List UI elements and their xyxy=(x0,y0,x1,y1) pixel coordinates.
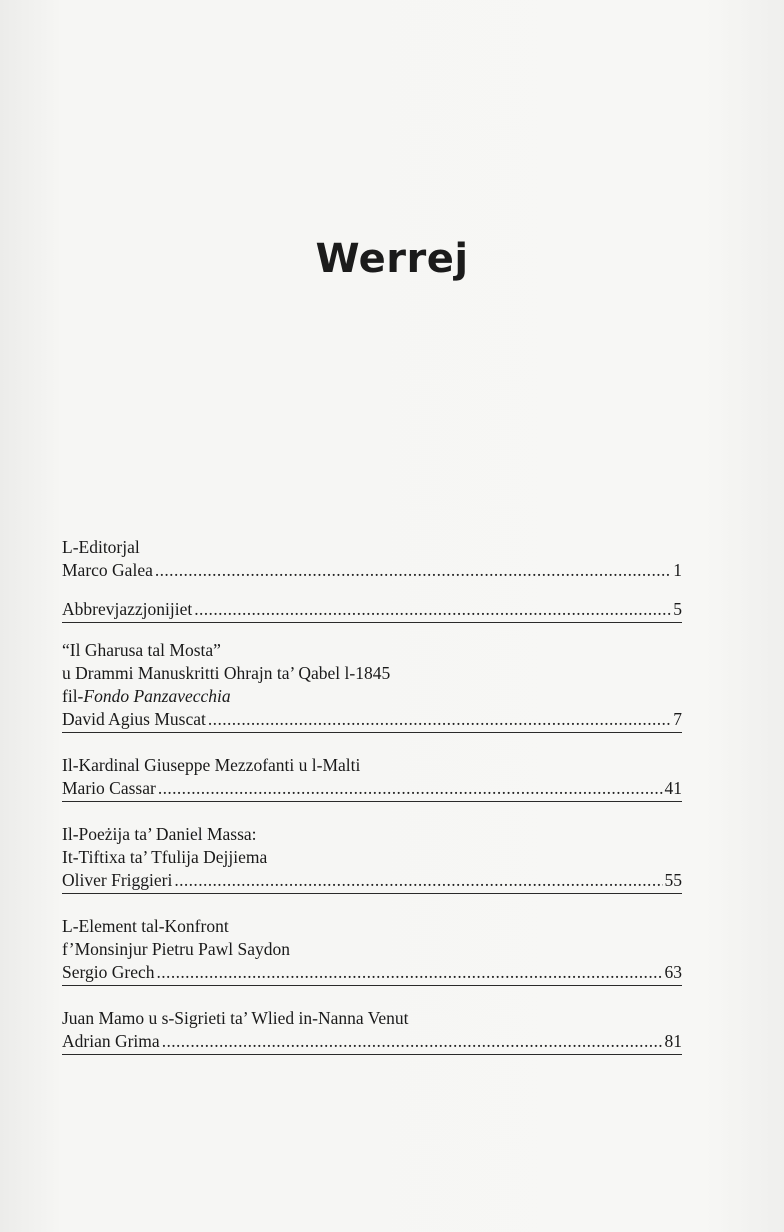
toc-entry-author: Adrian Grima xyxy=(62,1031,160,1051)
toc-entry-page: 81 xyxy=(664,1031,682,1051)
toc-entry-page: 63 xyxy=(664,962,682,982)
toc-entry-leader xyxy=(62,777,682,800)
underline-rule xyxy=(62,622,682,623)
toc-entry-title: Il-Poeżija ta’ Daniel Massa: xyxy=(62,824,257,844)
table-of-contents xyxy=(62,536,682,1076)
toc-entry-title: L-Element tal-Konfront xyxy=(62,916,229,936)
dot-leader xyxy=(155,559,671,582)
dot-leader xyxy=(162,1030,663,1053)
toc-entry-leader xyxy=(62,961,682,984)
toc-entry-author: Sergio Grech xyxy=(62,962,155,982)
toc-entry-leader xyxy=(62,559,682,582)
toc-entry xyxy=(62,823,682,894)
toc-entry-page: 5 xyxy=(673,599,682,619)
toc-entry-title: “Il Gharusa tal Mosta” xyxy=(62,640,221,660)
toc-entry-title: u Drammi Manuskritti Ohrajn ta’ Qabel l-1845 xyxy=(62,663,391,683)
dot-leader xyxy=(194,598,671,621)
toc-entry-title: Il-Kardinal Giuseppe Mezzofanti u l-Malti xyxy=(62,755,361,775)
toc-entry-author: Marco Galea xyxy=(62,560,153,580)
toc-entry xyxy=(62,915,682,986)
toc-entry xyxy=(62,1007,682,1055)
toc-entry-leader xyxy=(62,1030,682,1053)
toc-entry-title-prefix: fil- xyxy=(62,686,84,706)
toc-entry-title xyxy=(62,685,682,708)
toc-entry-page: 7 xyxy=(673,709,682,729)
dot-leader xyxy=(208,708,671,731)
toc-entry-leader xyxy=(62,598,682,621)
toc-entry xyxy=(62,754,682,802)
underline-rule xyxy=(62,801,682,802)
toc-entry-page: 41 xyxy=(664,778,682,798)
toc-entry-page: 1 xyxy=(673,560,682,580)
dot-leader xyxy=(157,961,663,984)
toc-entry-title: f’Monsinjur Pietru Pawl Saydon xyxy=(62,939,290,959)
toc-entry-title: Juan Mamo u s-Sigrieti ta’ Wlied in-Nanna Venut xyxy=(62,1008,409,1028)
toc-entry-title: It-Tiftixa ta’ Tfulija Dejjiema xyxy=(62,847,268,867)
underline-rule xyxy=(62,732,682,733)
page-title: Werrej xyxy=(315,236,469,282)
toc-entry-author: Abbrevjazzjonijiet xyxy=(62,599,193,619)
toc-entry-author: David Agius Muscat xyxy=(62,709,206,729)
toc-entry-leader xyxy=(62,869,682,892)
toc-entry-title-italic: Fondo Panzavecchia xyxy=(83,686,231,706)
underline-rule xyxy=(62,985,682,986)
toc-entry-page: 55 xyxy=(664,870,682,890)
toc-entry-leader xyxy=(62,708,682,731)
toc-entry xyxy=(62,598,682,623)
underline-rule xyxy=(62,1054,682,1055)
toc-entry-author: Oliver Friggieri xyxy=(62,870,173,890)
toc-entry-title: L-Editorjal xyxy=(62,537,140,557)
toc-entry xyxy=(62,536,682,582)
underline-rule xyxy=(62,893,682,894)
dot-leader xyxy=(158,777,663,800)
dot-leader xyxy=(174,869,662,892)
toc-entry-author: Mario Cassar xyxy=(62,778,156,798)
toc-entry xyxy=(62,639,682,733)
